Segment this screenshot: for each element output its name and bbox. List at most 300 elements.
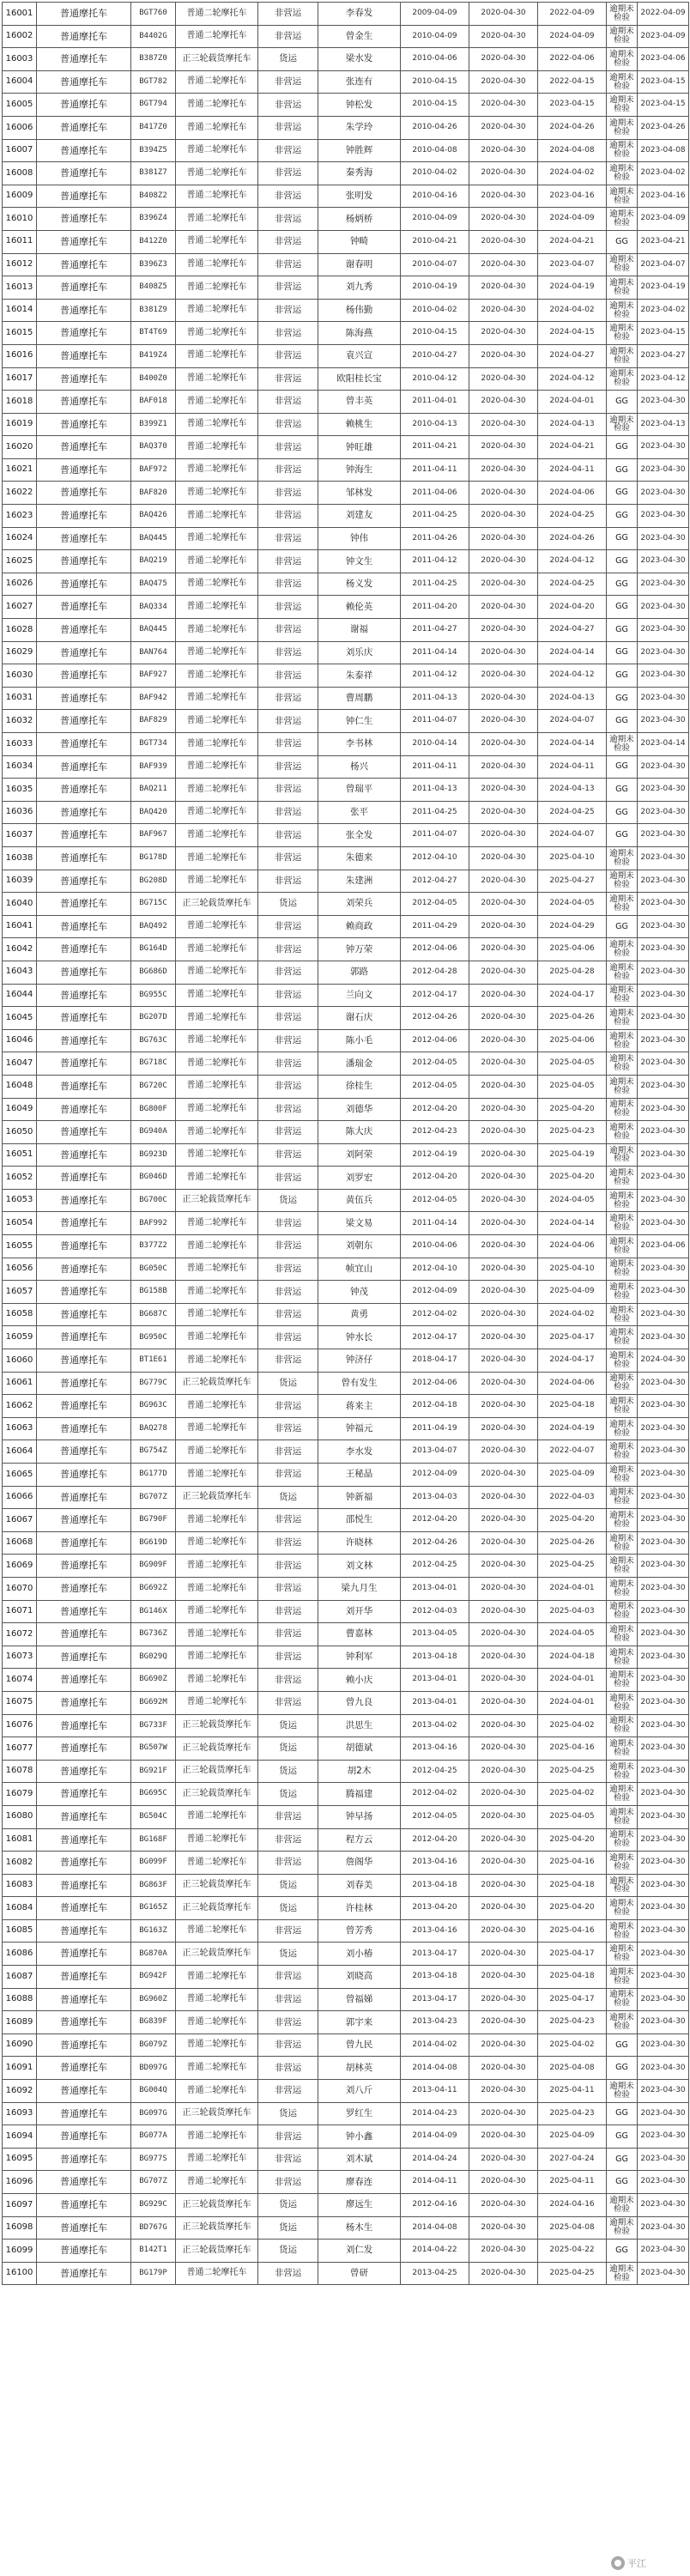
cell-date-2: 2020-04-30 — [469, 230, 538, 253]
cell-id: 16030 — [3, 664, 37, 688]
cell-use: 非营运 — [258, 687, 318, 710]
cell-date-2: 2020-04-30 — [469, 1897, 538, 1920]
table-row — [3, 1486, 689, 1509]
cell-owner: 陈海燕 — [318, 322, 401, 345]
cell-register-date: 2014-04-02 — [401, 2034, 469, 2057]
cell-model: 正三轮载货摩托车 — [176, 1874, 258, 1897]
cell-use: 非营运 — [258, 846, 318, 870]
cell-register-date: 2010-04-13 — [401, 413, 469, 436]
table-row — [3, 846, 689, 870]
cell-date-2: 2020-04-30 — [469, 276, 538, 300]
cell-owner: 李春发 — [318, 3, 401, 26]
cell-vehicle-type: 普通摩托车 — [37, 1760, 131, 1783]
cell-use: 货运 — [258, 1943, 318, 1966]
cell-date-5: 2022-04-09 — [638, 3, 689, 26]
cell-model: 普通二轮摩托车 — [176, 1531, 258, 1555]
cell-status: 逾期未检验 — [607, 1874, 638, 1897]
cell-owner: 谢石庆 — [318, 1007, 401, 1030]
cell-model: 普通二轮摩托车 — [176, 1440, 258, 1464]
cell-inspection-due: 2025-04-03 — [538, 1600, 607, 1623]
cell-inspection-due: 2024-04-19 — [538, 1417, 607, 1440]
cell-date-5: 2023-04-30 — [638, 1783, 689, 1806]
cell-register-date: 2018-04-17 — [401, 1349, 469, 1373]
cell-inspection-due: 2025-04-20 — [538, 1509, 607, 1532]
cell-owner: 胡德斌 — [318, 1737, 401, 1761]
cell-id: 16074 — [3, 1669, 37, 1692]
cell-model: 普通二轮摩托车 — [176, 1007, 258, 1030]
cell-use: 非营运 — [258, 1966, 318, 1989]
cell-vehicle-type: 普通摩托车 — [37, 1167, 131, 1190]
cell-date-5: 2023-04-30 — [638, 870, 689, 893]
cell-plate: BAQ219 — [131, 550, 176, 573]
cell-owner: 刘朝东 — [318, 1235, 401, 1258]
cell-date-5: 2023-04-30 — [638, 2216, 689, 2240]
cell-date-2: 2020-04-30 — [469, 1988, 538, 2011]
cell-status: 逾期未检验 — [607, 1029, 638, 1052]
cell-date-2: 2020-04-30 — [469, 367, 538, 391]
cell-status: 逾期未检验 — [607, 1235, 638, 1258]
cell-date-5: 2023-04-30 — [638, 482, 689, 505]
cell-date-2: 2020-04-30 — [469, 596, 538, 619]
cell-status: 逾期未检验 — [607, 2262, 638, 2285]
table-row — [3, 1098, 689, 1121]
cell-register-date: 2012-04-20 — [401, 1098, 469, 1121]
cell-owner: 刘罗宏 — [318, 1167, 401, 1190]
cell-use: 非营运 — [258, 664, 318, 688]
cell-vehicle-type: 普通摩托车 — [37, 1555, 131, 1578]
cell-vehicle-type: 普通摩托车 — [37, 162, 131, 185]
cell-use: 货运 — [258, 1874, 318, 1897]
cell-date-2: 2020-04-30 — [469, 1121, 538, 1144]
cell-date-2: 2020-04-30 — [469, 413, 538, 436]
cell-use: 非营运 — [258, 755, 318, 779]
cell-use: 非营运 — [258, 322, 318, 345]
cell-id: 16067 — [3, 1509, 37, 1532]
cell-date-2: 2020-04-30 — [469, 641, 538, 664]
cell-register-date: 2011-04-19 — [401, 1417, 469, 1440]
watermark — [611, 2555, 683, 2571]
cell-inspection-due: 2025-04-18 — [538, 1395, 607, 1418]
cell-owner: 钟仁生 — [318, 710, 401, 733]
cell-date-2: 2020-04-30 — [469, 1189, 538, 1212]
cell-vehicle-type: 普通摩托车 — [37, 1943, 131, 1966]
cell-status: 逾期未检验 — [607, 208, 638, 231]
cell-plate: BG046D — [131, 1167, 176, 1190]
cell-date-2: 2020-04-30 — [469, 1303, 538, 1326]
cell-date-2: 2020-04-30 — [469, 733, 538, 756]
cell-date-2: 2020-04-30 — [469, 1258, 538, 1281]
cell-register-date: 2011-04-11 — [401, 458, 469, 482]
cell-model: 正三轮载货摩托车 — [176, 1897, 258, 1920]
cell-model: 正三轮载货摩托车 — [176, 1189, 258, 1212]
cell-plate: B4402G — [131, 25, 176, 48]
cell-status: 逾期未检验 — [607, 1189, 638, 1212]
cell-status: 逾期未检验 — [607, 2080, 638, 2103]
cell-plate: BG707Z — [131, 2171, 176, 2194]
cell-inspection-due: 2024-04-09 — [538, 208, 607, 231]
cell-id: 16043 — [3, 961, 37, 984]
cell-owner: 许桂林 — [318, 1897, 401, 1920]
cell-id: 16098 — [3, 2216, 37, 2240]
cell-vehicle-type: 普通摩托车 — [37, 505, 131, 528]
cell-inspection-due: 2025-04-06 — [538, 938, 607, 961]
table-row — [3, 2262, 689, 2285]
cell-plate: BG754Z — [131, 1440, 176, 1464]
cell-id: 16002 — [3, 25, 37, 48]
cell-model: 普通二轮摩托车 — [176, 1623, 258, 1646]
cell-owner: 曾九民 — [318, 2034, 401, 2057]
table-row — [3, 25, 689, 48]
cell-owner: 钟旺雄 — [318, 436, 401, 459]
cell-plate: BG146X — [131, 1600, 176, 1623]
cell-owner: 黄勇 — [318, 1303, 401, 1326]
cell-inspection-due: 2024-04-02 — [538, 1303, 607, 1326]
cell-status: 逾期未检验 — [607, 1943, 638, 1966]
cell-date-2: 2020-04-30 — [469, 1783, 538, 1806]
cell-register-date: 2011-04-27 — [401, 619, 469, 642]
cell-date-2: 2020-04-30 — [469, 1007, 538, 1030]
cell-plate: BG695C — [131, 1783, 176, 1806]
cell-model: 普通二轮摩托车 — [176, 139, 258, 162]
cell-vehicle-type: 普通摩托车 — [37, 893, 131, 916]
cell-date-5: 2023-04-30 — [638, 436, 689, 459]
cell-date-2: 2020-04-30 — [469, 1509, 538, 1532]
cell-use: 货运 — [258, 1737, 318, 1761]
table-row — [3, 1464, 689, 1487]
cell-plate: BG950C — [131, 1326, 176, 1349]
cell-use: 非营运 — [258, 801, 318, 824]
cell-register-date: 2012-04-20 — [401, 1828, 469, 1852]
cell-date-2: 2020-04-30 — [469, 1075, 538, 1098]
cell-inspection-due: 2024-04-13 — [538, 413, 607, 436]
cell-model: 普通二轮摩托车 — [176, 1669, 258, 1692]
cell-owner: 曾研 — [318, 2262, 401, 2285]
cell-use: 非营运 — [258, 2262, 318, 2285]
cell-date-2: 2020-04-30 — [469, 253, 538, 276]
cell-vehicle-type: 普通摩托车 — [37, 596, 131, 619]
cell-owner: 刘九秀 — [318, 276, 401, 300]
cell-id: 16062 — [3, 1395, 37, 1418]
cell-inspection-due: 2025-04-09 — [538, 1464, 607, 1487]
cell-register-date: 2013-04-02 — [401, 1714, 469, 1737]
cell-id: 16093 — [3, 2102, 37, 2125]
cell-id: 16026 — [3, 573, 37, 596]
cell-date-2: 2020-04-30 — [469, 299, 538, 322]
cell-id: 16016 — [3, 344, 37, 367]
cell-register-date: 2012-04-25 — [401, 1555, 469, 1578]
cell-vehicle-type: 普通摩托车 — [37, 664, 131, 688]
cell-vehicle-type: 普通摩托车 — [37, 1464, 131, 1487]
cell-date-5: 2023-04-30 — [638, 2262, 689, 2285]
cell-id: 16083 — [3, 1874, 37, 1897]
cell-model: 普通二轮摩托车 — [176, 710, 258, 733]
cell-date-5: 2023-04-30 — [638, 1417, 689, 1440]
cell-date-2: 2020-04-30 — [469, 1966, 538, 1989]
cell-owner: 张连有 — [318, 70, 401, 94]
cell-date-2: 2020-04-30 — [469, 116, 538, 139]
cell-inspection-due: 2024-04-17 — [538, 1349, 607, 1373]
cell-model: 普通二轮摩托车 — [176, 2057, 258, 2080]
cell-register-date: 2012-04-05 — [401, 1075, 469, 1098]
cell-date-2: 2020-04-30 — [469, 1464, 538, 1487]
cell-register-date: 2012-04-05 — [401, 1052, 469, 1076]
cell-owner: 刘木斌 — [318, 2148, 401, 2171]
cell-inspection-due: 2025-04-11 — [538, 2080, 607, 2103]
cell-owner: 袁兴宣 — [318, 344, 401, 367]
cell-plate: BAF829 — [131, 710, 176, 733]
cell-date-5: 2023-04-16 — [638, 185, 689, 208]
cell-inspection-due: 2025-04-23 — [538, 2102, 607, 2125]
cell-inspection-due: 2024-04-19 — [538, 276, 607, 300]
cell-inspection-due: 2024-04-09 — [538, 25, 607, 48]
cell-inspection-due: 2024-04-12 — [538, 367, 607, 391]
cell-plate: BG839F — [131, 2011, 176, 2034]
table-row — [3, 779, 689, 802]
cell-vehicle-type: 普通摩托车 — [37, 2148, 131, 2171]
table-row — [3, 1874, 689, 1897]
cell-id: 16020 — [3, 436, 37, 459]
cell-date-5: 2023-04-30 — [638, 2240, 689, 2263]
cell-owner: 陈小毛 — [318, 1029, 401, 1052]
cell-id: 16025 — [3, 550, 37, 573]
cell-plate: BG163Z — [131, 1919, 176, 1943]
cell-plate: BG004Q — [131, 2080, 176, 2103]
cell-date-2: 2020-04-30 — [469, 1805, 538, 1828]
table-row — [3, 1189, 689, 1212]
cell-model: 正三轮载货摩托车 — [176, 2102, 258, 2125]
cell-vehicle-type: 普通摩托车 — [37, 185, 131, 208]
cell-date-2: 2020-04-30 — [469, 505, 538, 528]
cell-date-2: 2020-04-30 — [469, 1417, 538, 1440]
cell-id: 16053 — [3, 1189, 37, 1212]
cell-date-5: 2023-04-30 — [638, 664, 689, 688]
cell-vehicle-type: 普通摩托车 — [37, 961, 131, 984]
cell-inspection-due: 2025-04-05 — [538, 1805, 607, 1828]
cell-status: GG — [607, 2102, 638, 2125]
cell-owner: 梁文易 — [318, 1212, 401, 1235]
cell-id: 16033 — [3, 733, 37, 756]
table-row — [3, 1828, 689, 1852]
cell-owner: 刘阿荣 — [318, 1143, 401, 1167]
cell-date-5: 2023-04-30 — [638, 1828, 689, 1852]
table-row — [3, 619, 689, 642]
cell-id: 16054 — [3, 1212, 37, 1235]
cell-use: 非营运 — [258, 116, 318, 139]
cell-date-2: 2020-04-30 — [469, 1372, 538, 1395]
cell-model: 普通二轮摩托车 — [176, 573, 258, 596]
cell-date-5: 2023-04-30 — [638, 1691, 689, 1714]
cell-date-5: 2023-04-30 — [638, 1052, 689, 1076]
cell-vehicle-type: 普通摩托车 — [37, 2011, 131, 2034]
cell-date-2: 2020-04-30 — [469, 1143, 538, 1167]
cell-vehicle-type: 普通摩托车 — [37, 938, 131, 961]
cell-status: 逾期未检验 — [607, 276, 638, 300]
cell-model: 正三轮载货摩托车 — [176, 1714, 258, 1737]
cell-register-date: 2013-04-11 — [401, 2080, 469, 2103]
cell-id: 16015 — [3, 322, 37, 345]
cell-plate: BG736Z — [131, 1623, 176, 1646]
cell-id: 16078 — [3, 1760, 37, 1783]
table-row — [3, 1966, 689, 1989]
cell-status: 逾期未检验 — [607, 1007, 638, 1030]
cell-plate: BG177D — [131, 1464, 176, 1487]
cell-status: 逾期未检验 — [607, 367, 638, 391]
cell-plate: BG700C — [131, 1189, 176, 1212]
cell-owner: 钟海生 — [318, 458, 401, 482]
cell-model: 普通二轮摩托车 — [176, 505, 258, 528]
cell-model: 普通二轮摩托车 — [176, 1828, 258, 1852]
cell-status: 逾期未检验 — [607, 1258, 638, 1281]
table-row — [3, 2125, 689, 2149]
cell-owner: 赖小庆 — [318, 1669, 401, 1692]
cell-inspection-due: 2025-04-28 — [538, 961, 607, 984]
cell-id: 16018 — [3, 391, 37, 414]
cell-id: 16021 — [3, 458, 37, 482]
cell-inspection-due: 2025-04-17 — [538, 1326, 607, 1349]
cell-model: 普通二轮摩托车 — [176, 1555, 258, 1578]
cell-inspection-due: 2024-04-11 — [538, 458, 607, 482]
cell-id: 16059 — [3, 1326, 37, 1349]
cell-inspection-due: 2023-04-16 — [538, 185, 607, 208]
cell-register-date: 2012-04-09 — [401, 1464, 469, 1487]
cell-plate: BAF939 — [131, 755, 176, 779]
cell-date-2: 2020-04-30 — [469, 3, 538, 26]
cell-date-2: 2020-04-30 — [469, 1737, 538, 1761]
table-row — [3, 893, 689, 916]
cell-date-5: 2023-04-30 — [638, 1760, 689, 1783]
cell-register-date: 2011-04-13 — [401, 687, 469, 710]
cell-status: 逾期未检验 — [607, 344, 638, 367]
cell-vehicle-type: 普通摩托车 — [37, 915, 131, 938]
cell-inspection-due: 2024-04-17 — [538, 984, 607, 1007]
cell-inspection-due: 2025-04-22 — [538, 2240, 607, 2263]
cell-owner: 刘开华 — [318, 1600, 401, 1623]
cell-status: GG — [607, 710, 638, 733]
cell-use: 非营运 — [258, 299, 318, 322]
table-row — [3, 1669, 689, 1692]
cell-date-5: 2023-04-30 — [638, 619, 689, 642]
cell-id: 16070 — [3, 1577, 37, 1600]
cell-id: 16004 — [3, 70, 37, 94]
cell-register-date: 2011-04-21 — [401, 436, 469, 459]
table-row — [3, 230, 689, 253]
cell-owner: 杨木生 — [318, 2216, 401, 2240]
cell-register-date: 2013-04-05 — [401, 1623, 469, 1646]
cell-date-5: 2023-04-14 — [638, 733, 689, 756]
cell-owner: 潘瑞金 — [318, 1052, 401, 1076]
table-row — [3, 1805, 689, 1828]
cell-use: 非营运 — [258, 1600, 318, 1623]
cell-inspection-due: 2024-04-12 — [538, 664, 607, 688]
cell-owner: 刘仁发 — [318, 2240, 401, 2263]
cell-register-date: 2010-04-07 — [401, 253, 469, 276]
cell-model: 正三轮载货摩托车 — [176, 1737, 258, 1761]
cell-use: 非营运 — [258, 1852, 318, 1875]
cell-model: 普通二轮摩托车 — [176, 391, 258, 414]
cell-plate: BAQ445 — [131, 527, 176, 550]
cell-vehicle-type: 普通摩托车 — [37, 527, 131, 550]
table-row — [3, 436, 689, 459]
cell-vehicle-type: 普通摩托车 — [37, 276, 131, 300]
cell-id: 16082 — [3, 1852, 37, 1875]
cell-vehicle-type: 普通摩托车 — [37, 1121, 131, 1144]
cell-plate: B381Z7 — [131, 162, 176, 185]
cell-vehicle-type: 普通摩托车 — [37, 1897, 131, 1920]
cell-register-date: 2013-04-01 — [401, 1669, 469, 1692]
cell-status: GG — [607, 664, 638, 688]
cell-status: GG — [607, 482, 638, 505]
cell-id: 16084 — [3, 1897, 37, 1920]
cell-register-date: 2012-04-28 — [401, 961, 469, 984]
cell-register-date: 2011-04-07 — [401, 710, 469, 733]
cell-register-date: 2014-04-09 — [401, 2125, 469, 2149]
cell-inspection-due: 2024-04-15 — [538, 322, 607, 345]
cell-use: 非营运 — [258, 1303, 318, 1326]
cell-date-5: 2023-04-30 — [638, 1919, 689, 1943]
cell-plate: BG718C — [131, 1052, 176, 1076]
cell-status: 逾期未检验 — [607, 870, 638, 893]
cell-status: 逾期未检验 — [607, 1966, 638, 1989]
cell-status: 逾期未检验 — [607, 1212, 638, 1235]
cell-status: GG — [607, 687, 638, 710]
cell-inspection-due: 2024-04-27 — [538, 619, 607, 642]
cell-plate: BG208D — [131, 870, 176, 893]
cell-owner: 刘小椿 — [318, 1943, 401, 1966]
cell-date-5: 2023-04-30 — [638, 2171, 689, 2194]
cell-inspection-due: 2022-04-03 — [538, 1486, 607, 1509]
cell-status: 逾期未检验 — [607, 1486, 638, 1509]
cell-use: 非营运 — [258, 870, 318, 893]
cell-id: 16099 — [3, 2240, 37, 2263]
cell-inspection-due: 2025-04-16 — [538, 1737, 607, 1761]
cell-status: 逾期未检验 — [607, 1669, 638, 1692]
cell-owner: 梁九月生 — [318, 1577, 401, 1600]
cell-use: 非营运 — [258, 367, 318, 391]
cell-use: 非营运 — [258, 25, 318, 48]
cell-status: 逾期未检验 — [607, 938, 638, 961]
cell-model: 普通二轮摩托车 — [176, 3, 258, 26]
cell-register-date: 2012-04-03 — [401, 1600, 469, 1623]
cell-date-5: 2023-04-15 — [638, 94, 689, 117]
cell-owner: 邹林发 — [318, 482, 401, 505]
cell-plate: BG507W — [131, 1737, 176, 1761]
table-row — [3, 1303, 689, 1326]
cell-register-date: 2010-04-15 — [401, 94, 469, 117]
table-row — [3, 664, 689, 688]
cell-id: 16013 — [3, 276, 37, 300]
cell-use: 非营运 — [258, 70, 318, 94]
cell-model: 正三轮载货摩托车 — [176, 1486, 258, 1509]
cell-plate: BG977S — [131, 2148, 176, 2171]
cell-register-date: 2012-04-19 — [401, 1143, 469, 1167]
watermark-text: 平江 — [627, 2558, 646, 2569]
cell-date-5: 2023-04-30 — [638, 984, 689, 1007]
cell-model: 普通二轮摩托车 — [176, 664, 258, 688]
cell-owner: 钟茂 — [318, 1281, 401, 1304]
cell-register-date: 2014-04-22 — [401, 2240, 469, 2263]
cell-plate: BG720C — [131, 1075, 176, 1098]
cell-use: 非营运 — [258, 458, 318, 482]
cell-vehicle-type: 普通摩托车 — [37, 253, 131, 276]
table-row — [3, 1007, 689, 1030]
cell-date-5: 2023-04-30 — [638, 938, 689, 961]
cell-plate: BG921F — [131, 1760, 176, 1783]
cell-inspection-due: 2025-04-08 — [538, 2057, 607, 2080]
cell-plate: BAF992 — [131, 1212, 176, 1235]
cell-inspection-due: 2024-04-01 — [538, 1577, 607, 1600]
cell-id: 16080 — [3, 1805, 37, 1828]
cell-plate: BAQ420 — [131, 801, 176, 824]
